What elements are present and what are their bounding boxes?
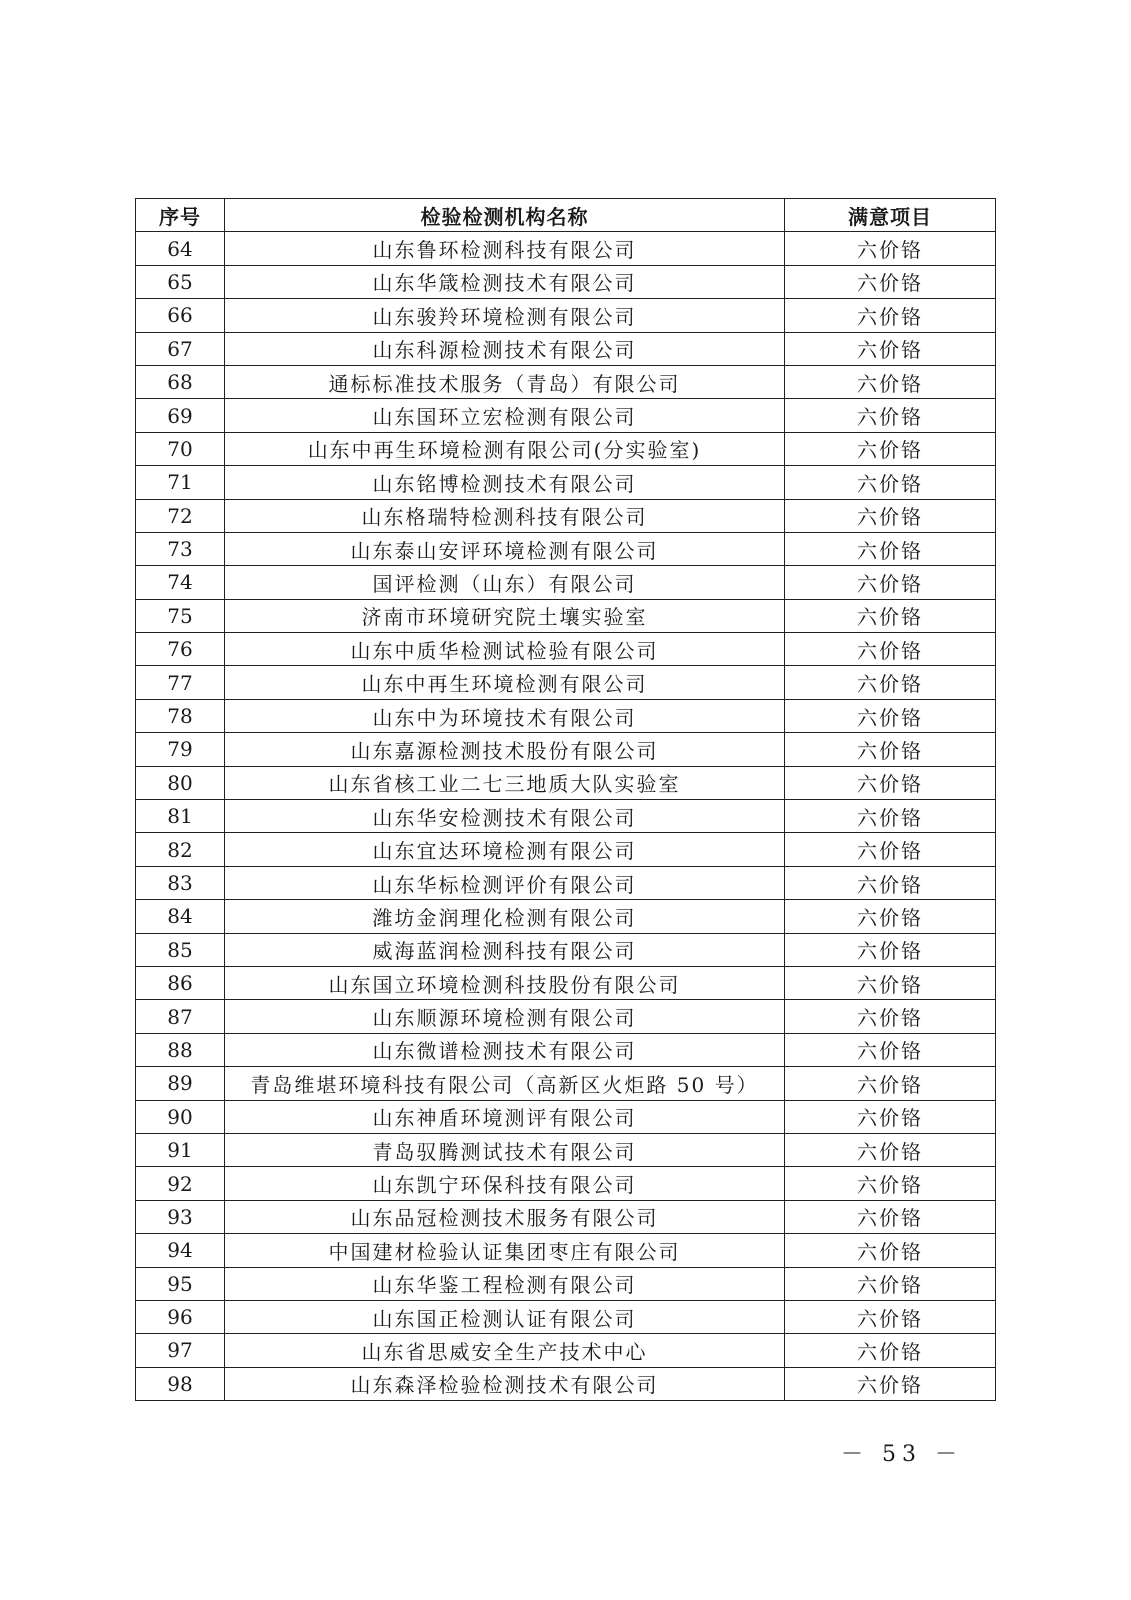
row-serial-number: 88 xyxy=(136,1033,225,1066)
row-satisfactory-item: 六价铬 xyxy=(785,733,996,766)
table-row xyxy=(136,900,996,933)
row-serial-number: 74 xyxy=(136,566,225,599)
row-institution-name: 山东省核工业二七三地质大队实验室 xyxy=(225,766,785,799)
table-row xyxy=(136,532,996,565)
table-row xyxy=(136,1133,996,1166)
row-institution-name: 威海蓝润检测科技有限公司 xyxy=(225,933,785,966)
row-institution-name: 山东中再生环境检测有限公司 xyxy=(225,666,785,699)
row-satisfactory-item: 六价铬 xyxy=(785,432,996,465)
table-row xyxy=(136,365,996,398)
table-row xyxy=(136,766,996,799)
row-institution-name: 山东省思威安全生产技术中心 xyxy=(225,1334,785,1367)
row-satisfactory-item: 六价铬 xyxy=(785,900,996,933)
row-institution-name: 山东华箴检测技术有限公司 xyxy=(225,265,785,298)
row-satisfactory-item: 六价铬 xyxy=(785,499,996,532)
table-row xyxy=(136,633,996,666)
results-table xyxy=(135,198,996,1401)
row-serial-number: 71 xyxy=(136,466,225,499)
row-satisfactory-item: 六价铬 xyxy=(785,1033,996,1066)
row-serial-number: 72 xyxy=(136,499,225,532)
row-satisfactory-item: 六价铬 xyxy=(785,666,996,699)
row-serial-number: 67 xyxy=(136,332,225,365)
row-satisfactory-item: 六价铬 xyxy=(785,365,996,398)
row-serial-number: 91 xyxy=(136,1133,225,1166)
row-serial-number: 75 xyxy=(136,599,225,632)
row-serial-number: 86 xyxy=(136,966,225,999)
row-serial-number: 87 xyxy=(136,1000,225,1033)
table-row xyxy=(136,933,996,966)
row-satisfactory-item: 六价铬 xyxy=(785,1367,996,1400)
row-satisfactory-item: 六价铬 xyxy=(785,1067,996,1100)
table-row xyxy=(136,1300,996,1333)
row-satisfactory-item: 六价铬 xyxy=(785,265,996,298)
table-row xyxy=(136,833,996,866)
table-row xyxy=(136,1200,996,1233)
table-row xyxy=(136,666,996,699)
row-institution-name: 山东国立环境检测科技股份有限公司 xyxy=(225,966,785,999)
table-row xyxy=(136,866,996,899)
row-satisfactory-item: 六价铬 xyxy=(785,800,996,833)
row-institution-name: 山东中质华检测试检验有限公司 xyxy=(225,633,785,666)
row-institution-name: 青岛驭腾测试技术有限公司 xyxy=(225,1133,785,1166)
row-serial-number: 98 xyxy=(136,1367,225,1400)
row-institution-name: 青岛维堪环境科技有限公司（高新区火炬路 50 号） xyxy=(225,1067,785,1100)
row-institution-name: 济南市环境研究院土壤实验室 xyxy=(225,599,785,632)
table-row xyxy=(136,800,996,833)
row-institution-name: 山东中再生环境检测有限公司(分实验室) xyxy=(225,432,785,465)
row-institution-name: 山东森泽检验检测技术有限公司 xyxy=(225,1367,785,1400)
table-row xyxy=(136,1033,996,1066)
table-row xyxy=(136,299,996,332)
table-row xyxy=(136,733,996,766)
table-row xyxy=(136,332,996,365)
row-serial-number: 85 xyxy=(136,933,225,966)
row-serial-number: 73 xyxy=(136,532,225,565)
row-satisfactory-item: 六价铬 xyxy=(785,633,996,666)
table-row xyxy=(136,566,996,599)
table-row xyxy=(136,1167,996,1200)
row-serial-number: 76 xyxy=(136,633,225,666)
table-row xyxy=(136,1000,996,1033)
table-row xyxy=(136,499,996,532)
table-row xyxy=(136,1367,996,1400)
row-satisfactory-item: 六价铬 xyxy=(785,566,996,599)
row-institution-name: 山东铭博检测技术有限公司 xyxy=(225,466,785,499)
table-row xyxy=(136,1234,996,1267)
row-institution-name: 山东华鉴工程检测有限公司 xyxy=(225,1267,785,1300)
row-institution-name: 山东国正检测认证有限公司 xyxy=(225,1300,785,1333)
row-institution-name: 山东格瑞特检测科技有限公司 xyxy=(225,499,785,532)
table-row xyxy=(136,1334,996,1367)
row-serial-number: 90 xyxy=(136,1100,225,1133)
row-serial-number: 70 xyxy=(136,432,225,465)
page-number: － 53 － xyxy=(841,1442,963,1467)
row-serial-number: 89 xyxy=(136,1067,225,1100)
row-serial-number: 84 xyxy=(136,900,225,933)
table-row xyxy=(136,432,996,465)
row-institution-name: 山东华标检测评价有限公司 xyxy=(225,866,785,899)
table-row xyxy=(136,599,996,632)
row-satisfactory-item: 六价铬 xyxy=(785,1133,996,1166)
row-satisfactory-item: 六价铬 xyxy=(785,1100,996,1133)
row-institution-name: 山东华安检测技术有限公司 xyxy=(225,800,785,833)
row-serial-number: 81 xyxy=(136,800,225,833)
row-institution-name: 山东科源检测技术有限公司 xyxy=(225,332,785,365)
table-row xyxy=(136,699,996,732)
row-satisfactory-item: 六价铬 xyxy=(785,1300,996,1333)
table-row xyxy=(136,1267,996,1300)
row-institution-name: 山东骏羚环境检测有限公司 xyxy=(225,299,785,332)
row-serial-number: 77 xyxy=(136,666,225,699)
table-row xyxy=(136,966,996,999)
row-institution-name: 山东鲁环检测科技有限公司 xyxy=(225,232,785,265)
row-satisfactory-item: 六价铬 xyxy=(785,866,996,899)
table-header-row xyxy=(136,199,996,232)
row-satisfactory-item: 六价铬 xyxy=(785,766,996,799)
row-serial-number: 80 xyxy=(136,766,225,799)
row-institution-name: 山东宜达环境检测有限公司 xyxy=(225,833,785,866)
row-satisfactory-item: 六价铬 xyxy=(785,699,996,732)
row-institution-name: 山东中为环境技术有限公司 xyxy=(225,699,785,732)
table-row xyxy=(136,265,996,298)
table-row xyxy=(136,1067,996,1100)
row-serial-number: 69 xyxy=(136,399,225,432)
header-satisfactory-item: 满意项目 xyxy=(785,199,996,232)
row-institution-name: 山东神盾环境测评有限公司 xyxy=(225,1100,785,1133)
row-satisfactory-item: 六价铬 xyxy=(785,1167,996,1200)
row-serial-number: 93 xyxy=(136,1200,225,1233)
row-institution-name: 山东顺源环境检测有限公司 xyxy=(225,1000,785,1033)
row-satisfactory-item: 六价铬 xyxy=(785,232,996,265)
row-satisfactory-item: 六价铬 xyxy=(785,332,996,365)
table-row xyxy=(136,466,996,499)
row-satisfactory-item: 六价铬 xyxy=(785,1267,996,1300)
row-institution-name: 中国建材检验认证集团枣庄有限公司 xyxy=(225,1234,785,1267)
row-satisfactory-item: 六价铬 xyxy=(785,966,996,999)
row-serial-number: 92 xyxy=(136,1167,225,1200)
row-satisfactory-item: 六价铬 xyxy=(785,532,996,565)
row-satisfactory-item: 六价铬 xyxy=(785,299,996,332)
table-row xyxy=(136,1100,996,1133)
row-satisfactory-item: 六价铬 xyxy=(785,933,996,966)
row-satisfactory-item: 六价铬 xyxy=(785,1000,996,1033)
row-serial-number: 68 xyxy=(136,365,225,398)
row-satisfactory-item: 六价铬 xyxy=(785,399,996,432)
row-institution-name: 山东品冠检测技术服务有限公司 xyxy=(225,1200,785,1233)
row-institution-name: 山东国环立宏检测有限公司 xyxy=(225,399,785,432)
table-row xyxy=(136,399,996,432)
row-satisfactory-item: 六价铬 xyxy=(785,599,996,632)
row-serial-number: 64 xyxy=(136,232,225,265)
row-satisfactory-item: 六价铬 xyxy=(785,833,996,866)
row-institution-name: 山东凯宁环保科技有限公司 xyxy=(225,1167,785,1200)
row-serial-number: 65 xyxy=(136,265,225,298)
row-institution-name: 国评检测（山东）有限公司 xyxy=(225,566,785,599)
row-satisfactory-item: 六价铬 xyxy=(785,1334,996,1367)
row-institution-name: 潍坊金润理化检测有限公司 xyxy=(225,900,785,933)
row-serial-number: 82 xyxy=(136,833,225,866)
header-institution-name: 检验检测机构名称 xyxy=(225,199,785,232)
table-row xyxy=(136,232,996,265)
row-serial-number: 66 xyxy=(136,299,225,332)
row-serial-number: 79 xyxy=(136,733,225,766)
row-satisfactory-item: 六价铬 xyxy=(785,1200,996,1233)
header-serial-number: 序号 xyxy=(136,199,225,232)
row-serial-number: 83 xyxy=(136,866,225,899)
row-serial-number: 96 xyxy=(136,1300,225,1333)
row-serial-number: 94 xyxy=(136,1234,225,1267)
row-serial-number: 97 xyxy=(136,1334,225,1367)
row-institution-name: 山东微谱检测技术有限公司 xyxy=(225,1033,785,1066)
row-satisfactory-item: 六价铬 xyxy=(785,1234,996,1267)
row-institution-name: 山东嘉源检测技术股份有限公司 xyxy=(225,733,785,766)
row-serial-number: 78 xyxy=(136,699,225,732)
row-institution-name: 通标标准技术服务（青岛）有限公司 xyxy=(225,365,785,398)
row-serial-number: 95 xyxy=(136,1267,225,1300)
row-institution-name: 山东泰山安评环境检测有限公司 xyxy=(225,532,785,565)
row-satisfactory-item: 六价铬 xyxy=(785,466,996,499)
